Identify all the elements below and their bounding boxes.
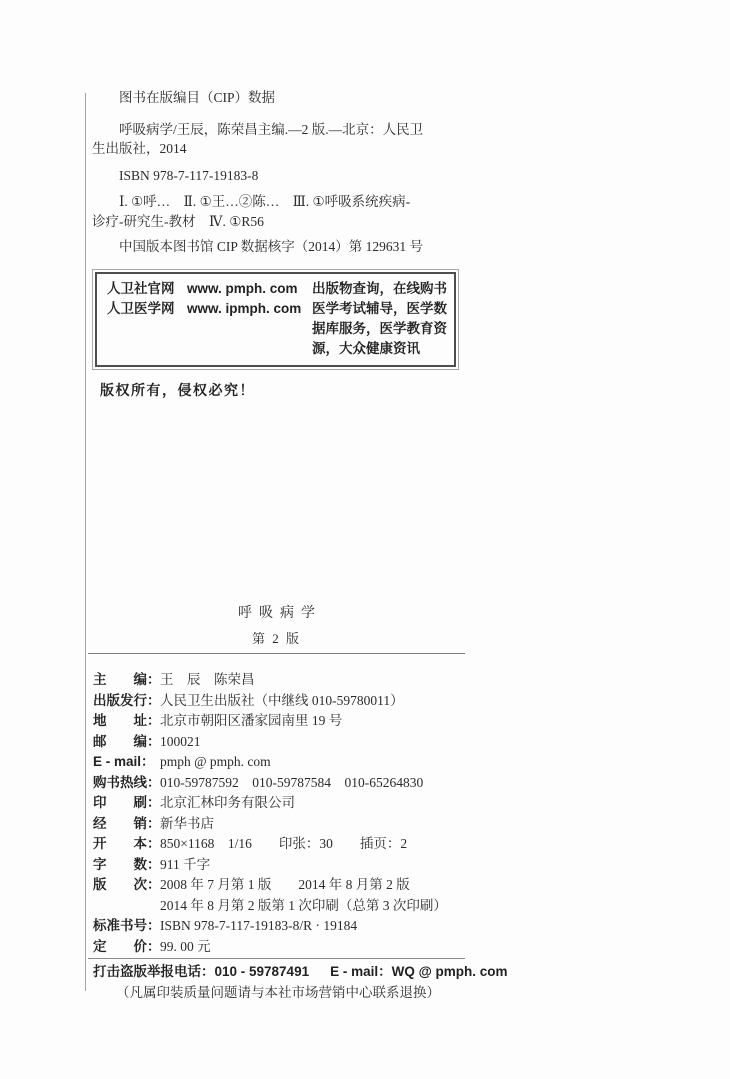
anti-piracy-hotline: 打击盗版举报电话：010 - 59787491 E - mail：WQ @ pmph. com [93,964,508,979]
row-label: 购书热线： [93,774,161,790]
colophon-row-email [93,752,503,773]
website-list [107,279,303,359]
page-left-border [85,93,86,991]
website-url: www. ipmph. com [187,301,302,316]
classification-line2: 诊疗-研究生-教材 Ⅳ. ①R56 [92,213,264,229]
row-label: 出版发行： [93,692,161,708]
row-label: 标准书号： [93,918,161,933]
web-services-line: 源，大众健康资讯 [312,341,420,356]
row-label: 印 刷： [93,795,161,810]
row-value: pmph @ pmph. com [160,754,271,769]
row-label: 开 本： [93,836,161,851]
cip-header: 图书在版编目（CIP）数据 [119,90,276,105]
row-label: E - mail： [93,754,155,769]
colophon-row-standard-isbn [93,916,503,937]
website-url: www. pmph. com [187,281,298,296]
colophon-row-hotline [93,773,503,794]
cip-entry-line2: 生出版社，2014 [92,141,187,156]
cip-record-number: 中国版本图书馆 CIP 数据核字（2014）第 129631 号 [119,239,424,254]
publisher-web-info-inner [95,272,456,367]
row-label: 版 次： [93,877,161,892]
isbn-line: ISBN 978-7-117-19183-8 [119,167,259,183]
website-row [107,299,303,319]
copyright-notice: 版权所有，侵权必究！ [100,382,255,398]
row-value: 850×1168 1/16 印张：30 插页：2 [160,836,408,851]
row-label [93,896,160,917]
colophon-row-edition-history [93,875,503,896]
colophon-row-publisher [93,691,503,712]
colophon-row-address [93,711,503,732]
colophon-row-wordcount [93,855,503,876]
row-value: 100021 [160,733,201,749]
web-services-line: 出版物查询，在线购书 [312,281,447,296]
row-value: 北京市朝阳区潘家园南里 19 号 [160,713,343,728]
row-label: 字 数： [93,856,161,872]
cip-entry-line1: 呼吸病学/王辰，陈荣昌主编.—2 版.—北京：人民卫 [119,121,424,137]
book-edition: 第 2 版 [251,631,301,646]
row-value: ISBN 978-7-117-19183-8/R · 19184 [160,918,358,933]
row-value: 北京汇林印务有限公司 [160,795,295,810]
row-label: 主 编： [93,672,161,687]
row-value: 010-59787592 010-59787584 010-65264830 [160,774,424,790]
book-title: 呼吸病学 [238,606,322,621]
row-value: 99. 00 元 [160,938,211,954]
colophon-row-distributor [93,814,503,835]
web-services-line: 据库服务，医学教育资 [312,321,447,336]
colophon-row-printing-history [93,896,503,917]
row-label: 经 销： [93,815,161,831]
colophon-row-postcode [93,732,503,753]
quality-return-note: （凡属印装质量问题请与本社市场营销中心联系退换） [116,985,440,1000]
row-value: 911 千字 [160,856,211,872]
divider-line-bottom [88,958,465,959]
colophon-row-printer [93,793,503,814]
row-value: 2014 年 8 月第 2 版第 1 次印刷（总第 3 次印刷） [160,897,447,913]
classification-line1: Ⅰ. ①呼… Ⅱ. ①王…②陈… Ⅲ. ①呼吸系统疾病- [119,194,411,209]
row-label: 定 价： [93,938,161,954]
title-block [88,602,465,647]
publisher-web-info-box [92,269,459,370]
row-label: 地 址： [93,713,161,728]
website-name: 人卫社官网 [107,281,175,296]
colophon-block [93,670,503,957]
web-services-text [312,279,447,359]
colophon-row-editors [93,670,503,691]
web-services-line: 医学考试辅导，医学数 [312,301,447,316]
row-value: 王 辰 陈荣昌 [160,672,255,687]
divider-line-top [88,653,465,654]
row-value: 新华书店 [160,815,214,831]
colophon-row-price [93,937,503,958]
website-row [107,279,303,299]
row-value: 人民卫生出版社（中继线 010-59780011） [160,692,404,708]
row-label: 邮 编： [93,733,161,749]
cip-block [92,88,474,257]
colophon-row-format [93,834,503,855]
website-name: 人卫医学网 [107,301,175,316]
row-value: 2008 年 7 月第 1 版 2014 年 8 月第 2 版 [160,877,410,892]
